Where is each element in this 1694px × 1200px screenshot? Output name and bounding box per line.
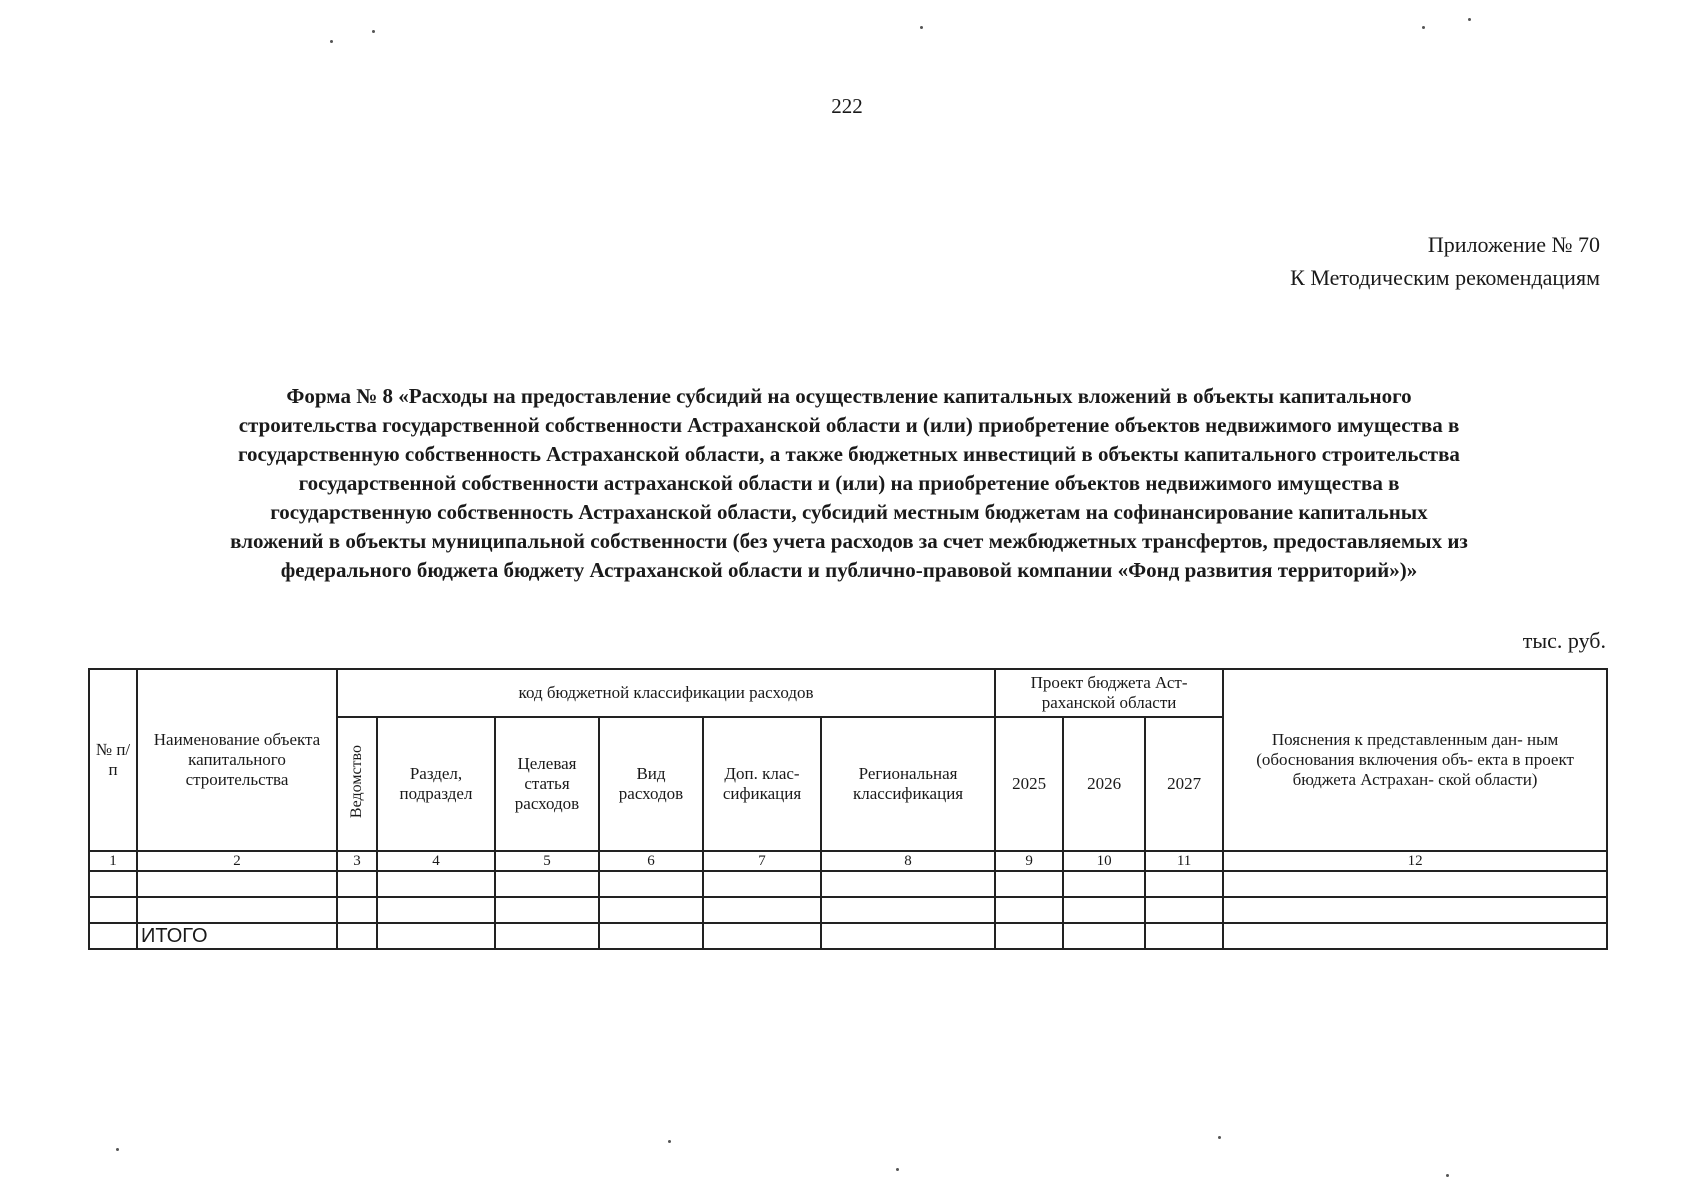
column-number: 7 — [703, 851, 821, 871]
scan-speck — [668, 1140, 671, 1143]
table-cell — [821, 871, 995, 897]
header-dept — [337, 717, 377, 851]
title-line: государственную собственность Астраханской области, субсидий местным бюджетам на софинансирование капитальных — [270, 500, 1428, 524]
table-cell — [1063, 871, 1145, 897]
header-regional: Региональная классификация — [821, 717, 995, 851]
table-cell — [1145, 871, 1223, 897]
title-line: федерального бюджета бюджету Астраханской области и публично-правовой компании «Фонд развития территорий»)» — [280, 558, 1418, 582]
appendix-reference: К Методическим рекомендациям — [1290, 265, 1600, 290]
header-kbk-group: код бюджетной классификации расходов — [337, 669, 995, 717]
header-dept-label: Ведомство — [348, 744, 365, 819]
table-cell — [821, 897, 995, 923]
table-cell — [337, 923, 377, 949]
column-number: 1 — [89, 851, 137, 871]
table-cell — [703, 897, 821, 923]
scan-speck — [1468, 18, 1471, 21]
table-cell — [599, 871, 703, 897]
table-cell — [1063, 923, 1145, 949]
header-notes: Пояснения к представленным дан- ным (обоснования включения объ- екта в проект бюджета Астрахан- ской области) — [1223, 669, 1607, 851]
scan-speck — [116, 1148, 119, 1151]
title-line: строительства государственной собственности Астраханской области и (или) приобретение объектов недвижимого имущества в — [238, 413, 1460, 437]
scan-speck — [372, 30, 375, 33]
column-number-row — [89, 851, 1607, 871]
header-num: № п/п — [89, 669, 137, 851]
table-cell — [495, 871, 599, 897]
table-cell — [137, 897, 337, 923]
table-cell — [137, 871, 337, 897]
header-year-2027: 2027 — [1145, 717, 1223, 851]
column-number: 11 — [1145, 851, 1223, 871]
column-number: 5 — [495, 851, 599, 871]
table-cell — [337, 897, 377, 923]
appendix-number: Приложение № 70 — [1427, 232, 1600, 257]
scan-speck — [896, 1168, 899, 1171]
scan-speck — [1218, 1136, 1221, 1139]
table-cell — [377, 897, 495, 923]
expenditure-table — [88, 668, 1608, 950]
title-line: Форма № 8 «Расходы на предоставление субсидий на осуществление капитальных вложений в объекты капитального — [286, 384, 1412, 408]
column-number: 8 — [821, 851, 995, 871]
table-cell — [703, 923, 821, 949]
page-number: 222 — [831, 94, 863, 118]
table-cell — [1145, 897, 1223, 923]
table-cell — [1223, 923, 1607, 949]
header-target: Целевая статья расходов — [495, 717, 599, 851]
title-line: государственную собственность Астраханской области, а также бюджетных инвестиций в объекты капитального строительства — [238, 442, 1460, 466]
scan-speck — [330, 40, 333, 43]
table-row — [89, 871, 1607, 897]
table-row — [89, 897, 1607, 923]
column-number: 6 — [599, 851, 703, 871]
total-row — [89, 923, 1607, 949]
column-number: 9 — [995, 851, 1063, 871]
header-year-2025: 2025 — [995, 717, 1063, 851]
header-year-2026: 2026 — [1063, 717, 1145, 851]
table-cell — [377, 923, 495, 949]
scan-speck — [1446, 1174, 1449, 1177]
title-line: государственной собственности астраханской области и (или) на приобретение объектов недвижимого имущества в — [298, 471, 1400, 495]
header-section: Раздел, подраздел — [377, 717, 495, 851]
table-cell — [995, 897, 1063, 923]
table-cell — [89, 871, 137, 897]
scan-speck — [1422, 26, 1425, 29]
table-cell — [495, 923, 599, 949]
header-type: Вид расходов — [599, 717, 703, 851]
table-cell — [599, 923, 703, 949]
header-budget-group: Проект бюджета Аст- раханской области — [995, 669, 1223, 717]
table-cell — [995, 923, 1063, 949]
table-cell — [599, 897, 703, 923]
title-line: вложений в объекты муниципальной собственности (без учета расходов за счет межбюджетных трансфертов, предоставляемых из — [230, 529, 1468, 553]
table-cell — [1063, 897, 1145, 923]
header-extra: Доп. клас- сификация — [703, 717, 821, 851]
table-cell — [1223, 897, 1607, 923]
table-cell — [495, 897, 599, 923]
table-cell — [1145, 923, 1223, 949]
table-cell — [703, 871, 821, 897]
table-cell — [995, 871, 1063, 897]
column-number: 3 — [337, 851, 377, 871]
column-number: 10 — [1063, 851, 1145, 871]
total-label: ИТОГО — [137, 923, 337, 949]
table-cell — [377, 871, 495, 897]
table-cell — [821, 923, 995, 949]
units-label: тыс. руб. — [1522, 628, 1606, 653]
table-cell — [1223, 871, 1607, 897]
column-number: 12 — [1223, 851, 1607, 871]
column-number: 2 — [137, 851, 337, 871]
scan-speck — [920, 26, 923, 29]
table-cell — [89, 897, 137, 923]
column-number: 4 — [377, 851, 495, 871]
table-cell — [89, 923, 137, 949]
appendix-block — [1290, 228, 1600, 294]
header-row — [89, 669, 1607, 717]
table-cell — [337, 871, 377, 897]
form-title — [84, 382, 1614, 585]
header-object-name: Наименование объекта капитального строительства — [137, 669, 337, 851]
